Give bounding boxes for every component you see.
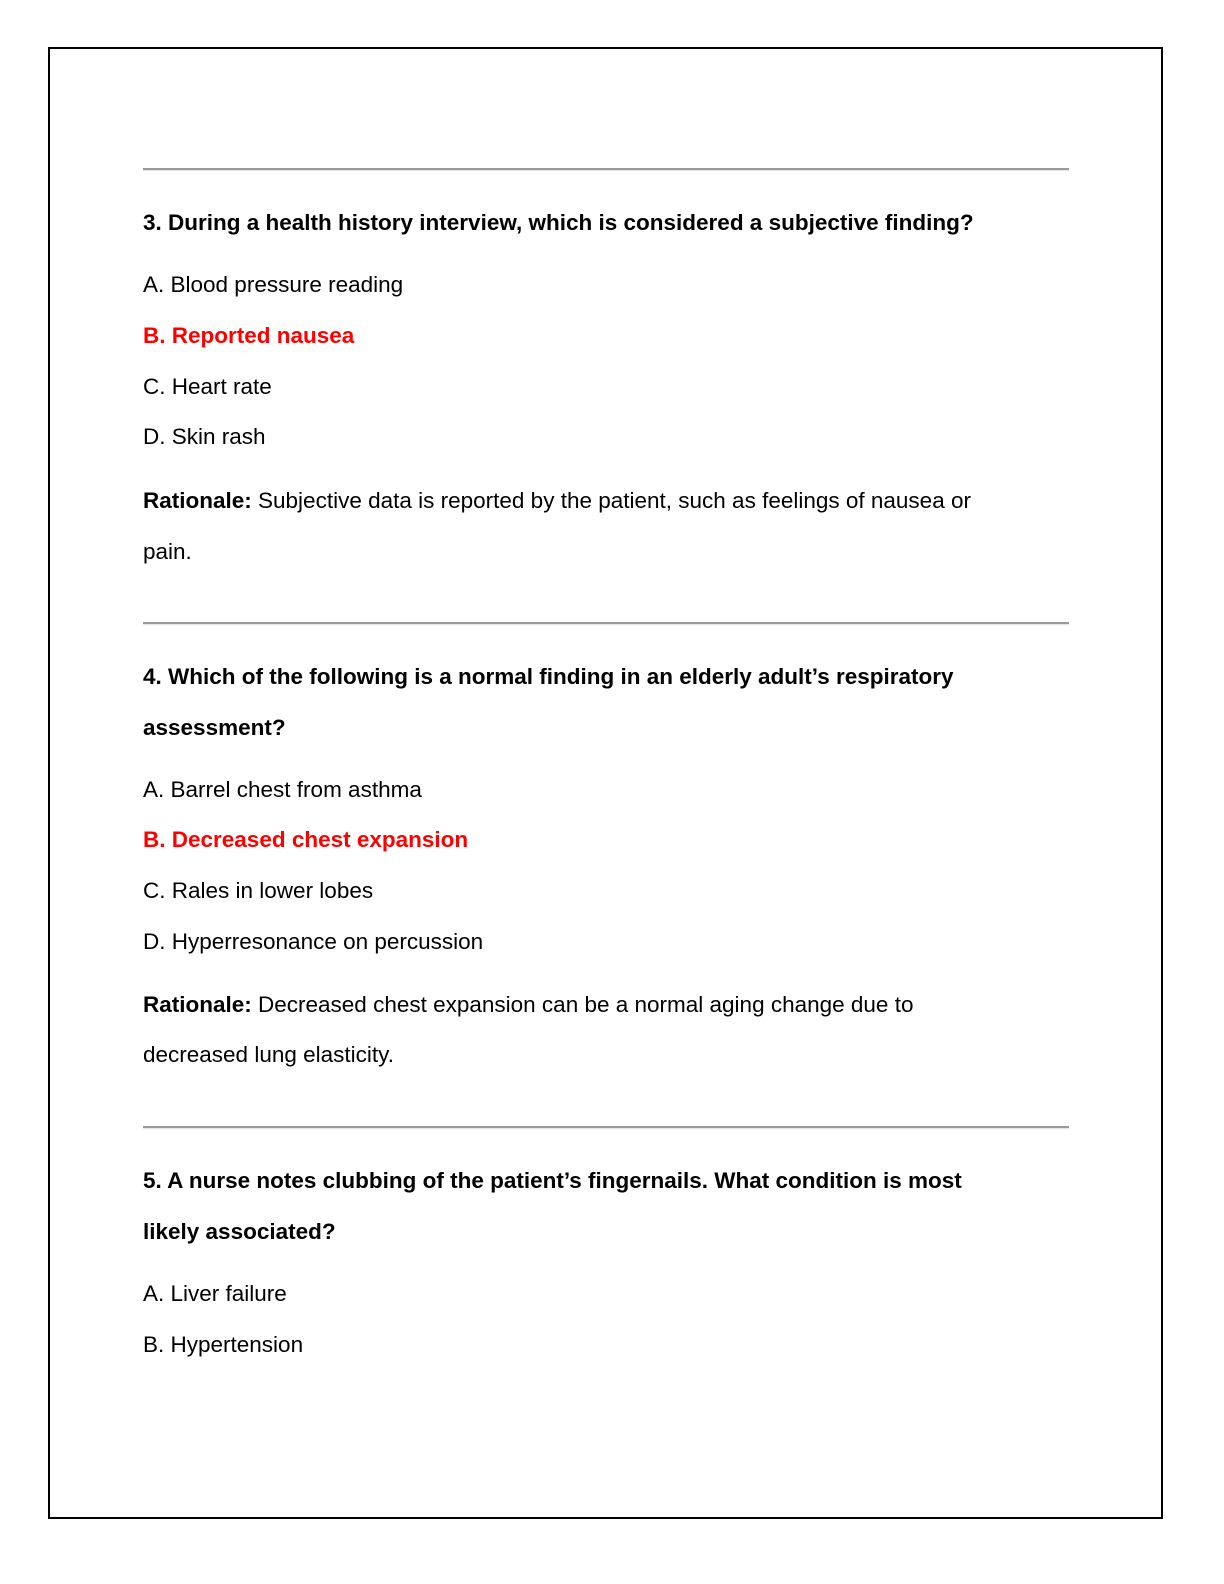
rationale-label: Rationale: bbox=[143, 992, 252, 1017]
question-4-option-a: A. Barrel chest from asthma bbox=[143, 777, 422, 802]
separator-rule bbox=[143, 1126, 1069, 1128]
question-5-text: 5. A nurse notes clubbing of the patient’s fingernails. What condition is most bbox=[143, 1168, 962, 1193]
separator-rule bbox=[143, 622, 1069, 624]
separator-rule bbox=[143, 168, 1069, 170]
rationale-label: Rationale: bbox=[143, 488, 252, 513]
question-5-option-a: A. Liver failure bbox=[143, 1281, 287, 1306]
question-4-text-cont: assessment? bbox=[143, 715, 286, 740]
question-4-rationale bbox=[143, 990, 1073, 1020]
rationale-text: Decreased chest expansion can be a normal aging change due to bbox=[251, 992, 914, 1017]
question-4-rationale-cont: decreased lung elasticity. bbox=[143, 1042, 394, 1067]
question-3-option-c: C. Heart rate bbox=[143, 374, 272, 399]
question-3-text: 3. During a health history interview, which is considered a subjective finding? bbox=[143, 210, 974, 235]
question-4-text: 4. Which of the following is a normal finding in an elderly adult’s respiratory bbox=[143, 664, 954, 689]
rationale-text: Subjective data is reported by the patient, such as feelings of nausea or bbox=[251, 488, 971, 513]
question-5-option-b: B. Hypertension bbox=[143, 1332, 304, 1357]
question-3-option-b-correct: B. Reported nausea bbox=[143, 323, 355, 348]
question-3-rationale bbox=[143, 486, 1073, 516]
question-4-option-b-correct: B. Decreased chest expansion bbox=[143, 827, 469, 852]
question-5-text-cont: likely associated? bbox=[143, 1219, 336, 1244]
question-4-option-c: C. Rales in lower lobes bbox=[143, 878, 374, 903]
question-3-option-a: A. Blood pressure reading bbox=[143, 272, 404, 297]
question-4-option-d: D. Hyperresonance on percussion bbox=[143, 929, 484, 954]
question-3-option-d: D. Skin rash bbox=[143, 424, 266, 449]
question-3-rationale-cont: pain. bbox=[143, 539, 192, 564]
